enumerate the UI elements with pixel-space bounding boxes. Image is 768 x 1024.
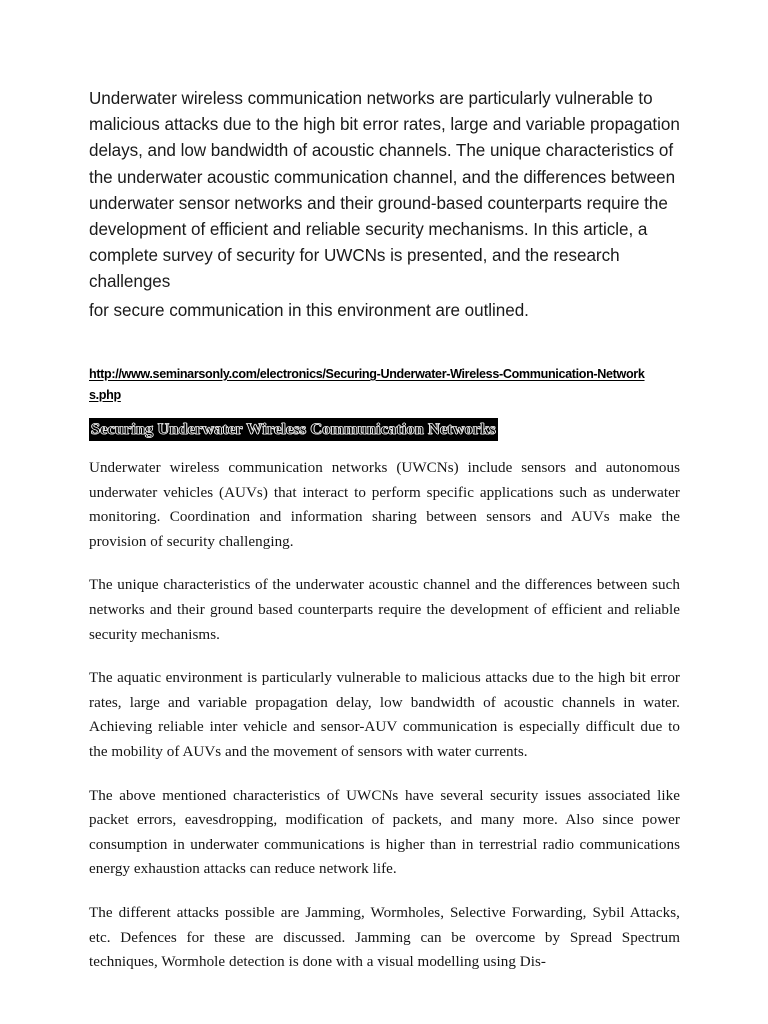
body-paragraph-4: The above mentioned characteristics of UWCNs have several security issues associated like packet errors, eavesdropping, modification of packets, and many more. Also since power consumption in underwater communications is higher than in terrestrial radio communications energy exhaustion attacks can reduce network life. [89, 787, 680, 878]
section-heading [89, 418, 689, 441]
source-url-link[interactable]: http://www.seminarsonly.com/electronics/Securing-Underwater-Wireless-Communication-Networks.php [89, 367, 645, 402]
body-copy [89, 456, 680, 975]
body-paragraph-3: The aquatic environment is particularly vulnerable to malicious attacks due to the high bit error rates, large and variable propagation delay, low bandwidth of acoustic channels in water. Achieving reliable inter vehicle and sensor-AUV communication is especially difficult due to the mobility of AUVs and the movement of sensors with water currents. [89, 670, 680, 760]
body-paragraph-5: The different attacks possible are Jamming, Wormholes, Selective Forwarding, Sybil Attacks, etc. Defences for these are discussed. Jamming can be overcome by Spread Spectrum techniques, Wormhole detection is done with a visual modelling using Dis- [89, 904, 680, 971]
abstract-tail-text: for secure communication in this environment are outlined. [89, 300, 529, 320]
abstract-block [89, 86, 685, 324]
body-paragraph-2: The unique characteristics of the underwater acoustic channel and the differences between such networks and their ground based counterparts require the development of efficient and reliable security mechanisms. [89, 577, 680, 643]
body-paragraph-1: Underwater wireless communication networks (UWCNs) include sensors and autonomous underwater vehicles (AUVs) that interact to perform specific applications such as underwater monitoring. Coordination and information sharing between sensors and AUVs make the provision of security challenging. [89, 460, 680, 550]
section-heading-text: Securing Underwater Wireless Communication Networks [89, 418, 498, 441]
abstract-lead-text: Underwater wireless communication networks are particularly vulnerable to malicious attacks due to the high bit error rates, large and variable propagation delays, and low bandwidth of acoustic channels. The unique characteristics of the underwater acoustic communication channel, and the differences between underwater sensor networks and their ground-based counterparts require the development of efficient and reliable security mechanisms. In this article, a complete survey of security for UWCNs is presented, and the research challenges [89, 89, 680, 292]
